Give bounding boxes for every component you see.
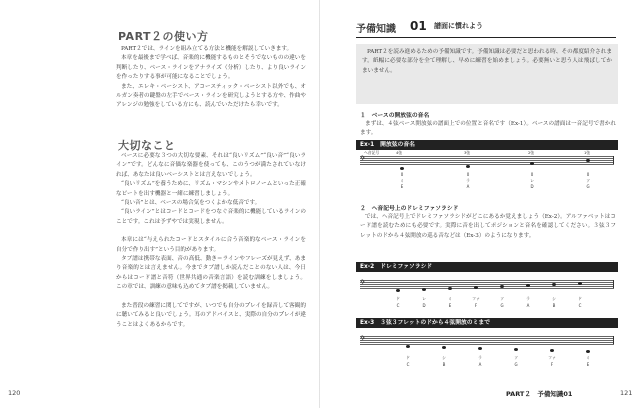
note-head [400,167,404,170]
staff-line [360,158,614,159]
note-head [442,346,446,349]
note-head [466,165,470,168]
ex2-note-name: ド [578,296,582,301]
note-head [478,347,482,350]
ex3-note-name: ファ [548,355,556,360]
ex1-string-label: 4弦 [396,150,403,155]
header-subtitle: 譜面に慣れよう [434,22,483,30]
body-paragraph: “良い音”とは、ベースの場合気をつくよかな低音です。 [121,200,261,207]
ex3-staff [356,330,618,374]
ex1-letter: G [586,184,590,189]
ex1-letter: E [400,184,404,189]
ex3-title: ３弦３フレットのドから４弦開放のミまで [380,320,490,326]
section2-paragraph: では、ヘ音記号上でドレミファソラシドがどこにあるか覚えましょう（Ex-2）。アルファベットはコード譜を読むためにも必要です。実際に音を出してポジションと音名を確認してください。３弦３フレットのドから４弦開放の巡る音などは（Ex-3）のようになります。 [360,214,616,239]
ex3-letter: F [550,362,554,367]
ex1-fret: 0 [530,172,534,177]
ex2-note-name: ド [396,296,400,301]
staff-line [360,284,614,285]
ex3-letter: B [442,362,446,367]
staff-line [360,156,614,157]
body-paragraph: “良いライン”とはコードとコードをつなぐ音楽的に機能しているラインのことです。これは予ずやでは実現しません。 [116,209,306,225]
ex2-letter: C [578,303,582,308]
staff-line [360,340,614,341]
ex2-letter: E [448,303,452,308]
ex2-letter: B [552,303,556,308]
ex1-clef-label: ヘ音記号 [364,150,380,155]
ex2-letter: D [422,303,426,308]
staff-line [360,164,614,165]
ex3-letter: A [478,362,482,367]
ex2-letter: F [474,303,478,308]
body-paragraph: “良いリズム”を養うために、リズム・マシンやメトロノームといった正確なビートを出す機器と一緒に練習しましょう。 [116,181,306,197]
note-head [586,159,590,162]
body-paragraph: 本章には“与えられたコードとスタイルに合う音楽的なベース・ラインを自分で作り出す”という目的があります。 [116,237,306,253]
ex1-number: Ex-1 [360,142,375,148]
ex2-letter: A [526,303,530,308]
staff-line [360,338,614,339]
intro-paragraph: また、エレキ・ベーシスト、アコースティック・ベーシスト以外でも、オルガン奏者の鍵盤の左手でベース・ラインを研究しようとする方や、作曲やアレンジの勉強をしている方にも、読んでいただけたら幸いです。 [116,83,306,109]
note-head [406,345,410,348]
running-head: PART２ 予備知識01 [506,390,573,398]
left-page-title: PART２の使い方 [118,30,209,43]
ex3-letter: E [586,362,590,367]
ex1-staff [356,150,618,195]
left-folio: 120 [8,389,21,397]
ex2-note-name: ファ [472,296,480,301]
ex3-note-name: ド [406,355,410,360]
ex1-fret: 0 [466,172,470,177]
ex3-title-bar [356,318,618,328]
ex2-note-name: レ [422,296,426,301]
left-intro-text [116,45,306,111]
ex2-title: ドレミファソラシド [380,264,433,270]
note-head [448,287,452,290]
note-head [474,286,478,289]
ex3-letter: C [406,362,410,367]
note-head [552,283,556,286]
ex2-note-name: ラ [526,296,530,301]
staff-line [360,160,614,161]
ex3-note-name: シ [442,355,446,360]
ex1-letter: A [466,184,470,189]
ex1-fret: 0 [586,172,590,177]
note-head [586,350,590,353]
section1-text [360,120,616,139]
bar-line [613,280,614,288]
ex1-string-label: 3弦 [464,150,471,155]
ex1-letter: D [530,184,534,189]
ex1-note-name: ラ [466,178,470,183]
note-head [422,288,426,291]
header-number: 01 [410,19,427,33]
ex3-letter: G [514,362,518,367]
ex3-number: Ex-3 [360,320,375,326]
ex1-title: 開放弦の音名 [380,142,415,148]
ex1-title-bar [356,140,618,150]
header-category: 予備知識 [356,24,396,35]
body-paragraph: ベースに必要な３つの大切な要素、それは“良いリズム”“良い音”“良いライン”です。どんなに音価な楽器を使っても、このうつが満たされていなければ、あなたは良いベーシストとは言えないでしょう。 [116,153,306,178]
note-head [550,349,554,352]
staff-line [360,336,614,337]
ex2-note-name: ソ [500,296,504,301]
section2-text [360,213,616,241]
bass-clef-icon: 𝄢 [360,279,366,288]
intro-box-paragraph: PART２を読み進めるための予備知識です。予備知識は必要だと思われる時、その都度紹介されます。紙幅に必要な部分を全て理解し、早めに練習を始めましょう。必要無いと思う人は飛ばしてかまいません。 [362,49,612,74]
intro-paragraph: 本章を最後まで学べば、音楽的に機能するものとそうでないものの違いを判断したり、ベース・ラインをアナライズ（分析）したり、より良いラインを作ったりする事が可能になることでしょう。 [116,55,306,81]
note-head [514,348,518,351]
note-head [530,162,534,165]
staff-line [360,280,614,281]
ex2-number: Ex-2 [360,264,375,270]
ex2-note-name: シ [552,296,556,301]
ex3-note-name: ミ [586,355,590,360]
body-paragraph: また普段の練習に関してですが、いつでも自分のプレイを録音して客観的に聴いてみると良いでしょう。耳のアドバイスと、実際の自分のプレイが違うことはよくあるからです。 [116,302,306,328]
left-heading-2: 大切なこと [118,139,176,152]
ex1-string-label: 2弦 [528,150,535,155]
note-head [578,282,582,285]
ex3-note-name: ラ [478,355,482,360]
ex2-note-name: ミ [448,296,452,301]
ex1-note-name: ソ [586,178,590,183]
right-folio: 121 [620,389,633,397]
ex1-note-name: レ [530,178,534,183]
intro-box [356,44,618,104]
intro-paragraph: PART２では、ラインを組み立てる方法と機能を解説していきます。 [121,46,293,52]
ex2-letter: C [396,303,400,308]
right-page-header [356,14,616,38]
staff-line [360,162,614,163]
staff-line [360,282,614,283]
left-body-text [116,152,306,330]
bass-clef-icon: 𝄢 [360,155,366,164]
bar-line [613,156,614,164]
bar-line [613,336,614,344]
ex1-string-label: 1弦 [584,150,591,155]
staff-line [360,342,614,343]
bass-clef-icon: 𝄢 [360,335,366,344]
intro-box-text [362,48,612,76]
section1-paragraph: まずは、４弦ベース開放弦の譜面上での位置と音名です（Ex-1）。ベースの譜面は一音記号で書かれます。 [360,121,616,137]
staff-line [360,344,614,345]
ex2-title-bar [356,262,618,272]
ex1-note-name: ミ [400,178,404,183]
note-head [500,285,504,288]
ex3-note-name: ソ [514,355,518,360]
ex2-letter: G [500,303,504,308]
section2-heading: ２ ヘ音記号上のドレミファソラシド [360,206,459,212]
staff-line [360,286,614,287]
ex1-fret: 0 [400,172,404,177]
body-paragraph: タブ譜は携帯な表面、音の高低、動き＝ラインやフレーズが見えず、あまり音楽的とは言えません。今までタブ譜しか読んだことのない人は、今日からはコード譜と音符（世界共通の音楽言語）を読む訓練をしましょう。この章では、訓練の意味も込めてタブ譜を掲載していません。 [116,256,306,291]
ex2-staff [356,274,618,318]
section1-heading: １ ベースの開放弦の音名 [360,113,430,119]
note-head [526,284,530,287]
note-head [396,289,400,292]
